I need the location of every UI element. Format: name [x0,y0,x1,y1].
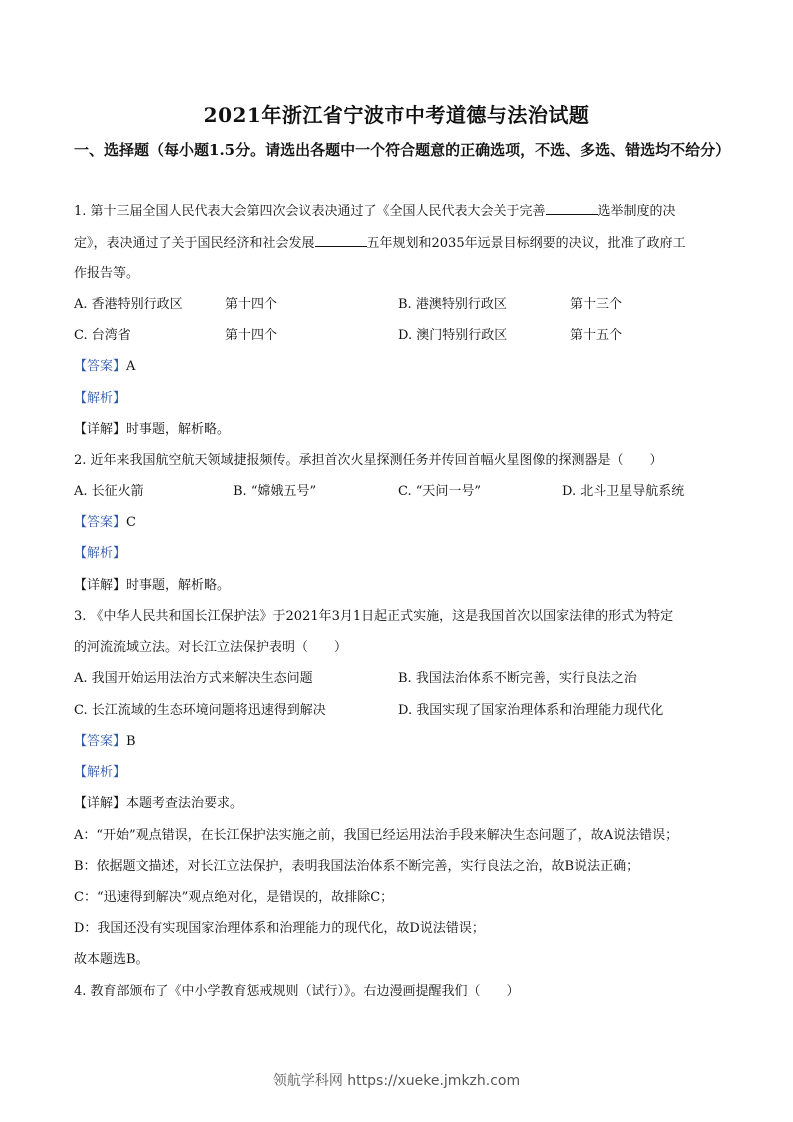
q1-stem-part3: 定》，表决通过了关于国民经济和社会发展 [74,236,315,251]
q1-option-d: D. 澳门特别行政区 [398,328,508,343]
q3-analysis-tag: 【解析】 [74,765,127,780]
q1-blank-1 [546,202,598,215]
q1-option-d-extra: 第十五个 [570,328,623,343]
q3-detail: 【详解】本题考查法治要求。 [74,796,244,811]
q1-option-b-extra: 第十三个 [570,297,623,312]
q1-option-c-extra: 第十四个 [225,328,278,343]
q3-option-d: D. 我国实现了国家治理体系和治理能力现代化 [398,703,664,718]
q1-option-b: B. 港澳特别行政区 [398,297,507,312]
q2-option-b: B. “嫦娥五号” [233,484,317,499]
page-title: 2021年浙江省宁波市中考道德与法治试题 [203,103,590,127]
q1-stem-part4: 五年规划和2035年远景目标纲要的决议，批准了政府工 [366,236,686,251]
q2-option-c: C. “天问一号” [398,484,482,499]
q1-option-a-extra: 第十四个 [225,297,278,312]
q2-stem: 2. 近年来我国航空航天领域捷报频传。承担首次火星探测任务并传回首幅火星图像的探测器是（ ） [74,453,663,468]
q1-stem-line2 [74,234,686,253]
q1-blank-2 [315,234,367,247]
answer-tag: 【答案】 [74,515,127,530]
q3-explain-a: A：“开始”观点错误，在长江保护法实施之前，我国已经运用法治手段来解决生态问题了，故A说法错误； [74,828,679,843]
q1-stem-line3: 作报告等。 [74,266,140,281]
q3-option-a: A. 我国开始运用法治方式来解决生态问题 [74,671,313,686]
q3-explain-b: B：依据题文描述，对长江立法保护，表明我国法治体系不断完善，实行良法之治，故B说法正确； [74,859,640,874]
q2-detail: 【详解】时事题，解析略。 [74,578,231,593]
q4-stem: 4. 教育部颁布了《中小学教育惩戒规则（试行）》。右边漫画提醒我们（ ） [74,984,520,999]
q1-detail: 【详解】时事题，解析略。 [74,422,231,437]
q3-conclusion: 故本题选B。 [74,952,149,967]
answer-tag: 【答案】 [74,734,127,749]
section-heading: 一、选择题（每小题1.5分。请选出各题中一个符合题意的正确选项，不选、多选、错选均不给分） [74,141,731,159]
q2-analysis-tag: 【解析】 [74,546,127,561]
q3-explain-c: C：“迅速得到解决”观点绝对化，是错误的，故排除C； [74,890,394,905]
q2-option-d: D. 北斗卫星导航系统 [562,484,685,499]
q3-stem-line2: 的河流流域立法。对长江立法保护表明（ ） [74,640,348,655]
q3-option-b: B. 我国法治体系不断完善，实行良法之治 [398,671,637,686]
q1-option-a: A. 香港特别行政区 [74,297,183,312]
q2-answer [74,514,136,532]
footer-watermark: 领航学科网 https://xueke.jmkzh.com [272,1073,521,1089]
answer-value: C [126,515,136,530]
q3-stem-line1: 3. 《中华人民共和国长江保护法》于2021年3月1日起正式实施，这是我国首次以国家法律的形式为特定 [74,609,674,624]
answer-value: B [126,734,136,749]
q1-stem-part2: 选举制度的决 [597,204,676,219]
q1-analysis-tag: 【解析】 [74,391,127,406]
answer-tag: 【答案】 [74,359,127,374]
q3-option-c: C. 长江流域的生态环境问题将迅速得到解决 [74,703,326,718]
q1-stem-part1: 1. 第十三届全国人民代表大会第四次会议表决通过了《全国人民代表大会关于完善 [74,204,546,219]
q1-option-c: C. 台湾省 [74,328,131,343]
q1-answer [74,358,135,376]
q3-explain-d: D：我国还没有实现国家治理体系和治理能力的现代化，故D说法错误； [74,921,485,936]
answer-value: A [126,359,136,374]
q3-answer [74,733,136,751]
q1-stem-line1 [74,202,676,221]
q2-option-a: A. 长征火箭 [74,484,144,499]
